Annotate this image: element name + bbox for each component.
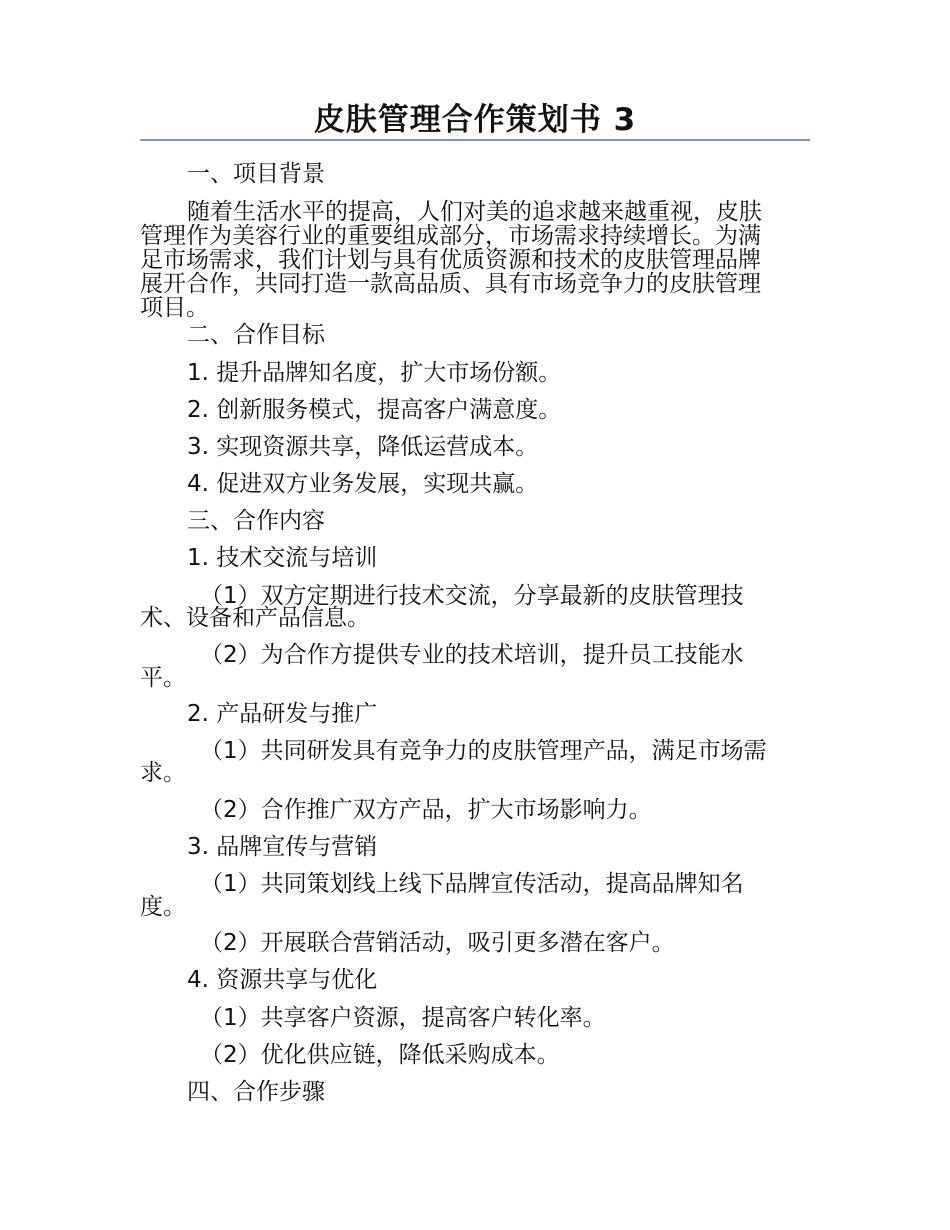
subsection-item: （1）共同策划线上线下品牌宣传活动，提高品牌知名 [200,871,744,897]
subsection-item-continuation: 术、设备和产品信息。 [140,605,370,631]
paragraph-line: 足市场需求，我们计划与具有优质资源和技术的皮肤管理品牌 [140,247,761,273]
subsection-item: （2）优化供应链，降低采购成本。 [200,1042,560,1068]
goal-item: 3. 实现资源共享，降低运营成本。 [187,434,539,460]
subsection-item: （2）为合作方提供专业的技术培训，提升员工技能水 [200,642,744,668]
goal-item: 4. 促进双方业务发展，实现共赢。 [187,471,539,497]
subsection-item-continuation: 平。 [140,665,186,691]
paragraph-line: 管理作为美容行业的重要组成部分，市场需求持续增长。为满 [140,223,761,249]
subsection-item: （2）合作推广双方产品，扩大市场影响力。 [200,797,652,823]
subsection-item: （1）共同研发具有竞争力的皮肤管理产品，满足市场需 [200,738,767,764]
section-heading-background: 一、项目背景 [187,161,325,187]
section-heading-goals: 二、合作目标 [187,322,325,348]
subsection-title: 2. 产品研发与推广 [187,701,378,727]
subsection-item: （1）双方定期进行技术交流，分享最新的皮肤管理技 [200,583,744,609]
title-underline [140,139,810,141]
paragraph-line: 随着生活水平的提高，人们对美的追求越来越重视，皮肤 [187,199,762,225]
subsection-item-continuation: 度。 [140,894,186,920]
subsection-item: （2）开展联合营销活动，吸引更多潜在客户。 [200,930,675,956]
goal-item: 2. 创新服务模式，提高客户满意度。 [187,397,562,423]
subsection-title: 3. 品牌宣传与营销 [187,834,378,860]
section-heading-steps: 四、合作步骤 [187,1079,325,1105]
paragraph-line: 展开合作，共同打造一款高品质、具有市场竞争力的皮肤管理 [140,271,761,297]
background-paragraph [140,198,810,321]
subsection-title: 1. 技术交流与培训 [187,545,378,571]
section-heading-content: 三、合作内容 [187,508,325,534]
subsection-title: 4. 资源共享与优化 [187,967,378,993]
subsection-item-continuation: 求。 [140,760,186,786]
subsection-item: （1）共享客户资源，提高客户转化率。 [200,1005,606,1031]
paragraph-line: 项目。 [140,295,209,321]
document-title: 皮肤管理合作策划书 3 [313,102,637,138]
goal-item: 1. 提升品牌知名度，扩大市场份额。 [187,360,562,386]
